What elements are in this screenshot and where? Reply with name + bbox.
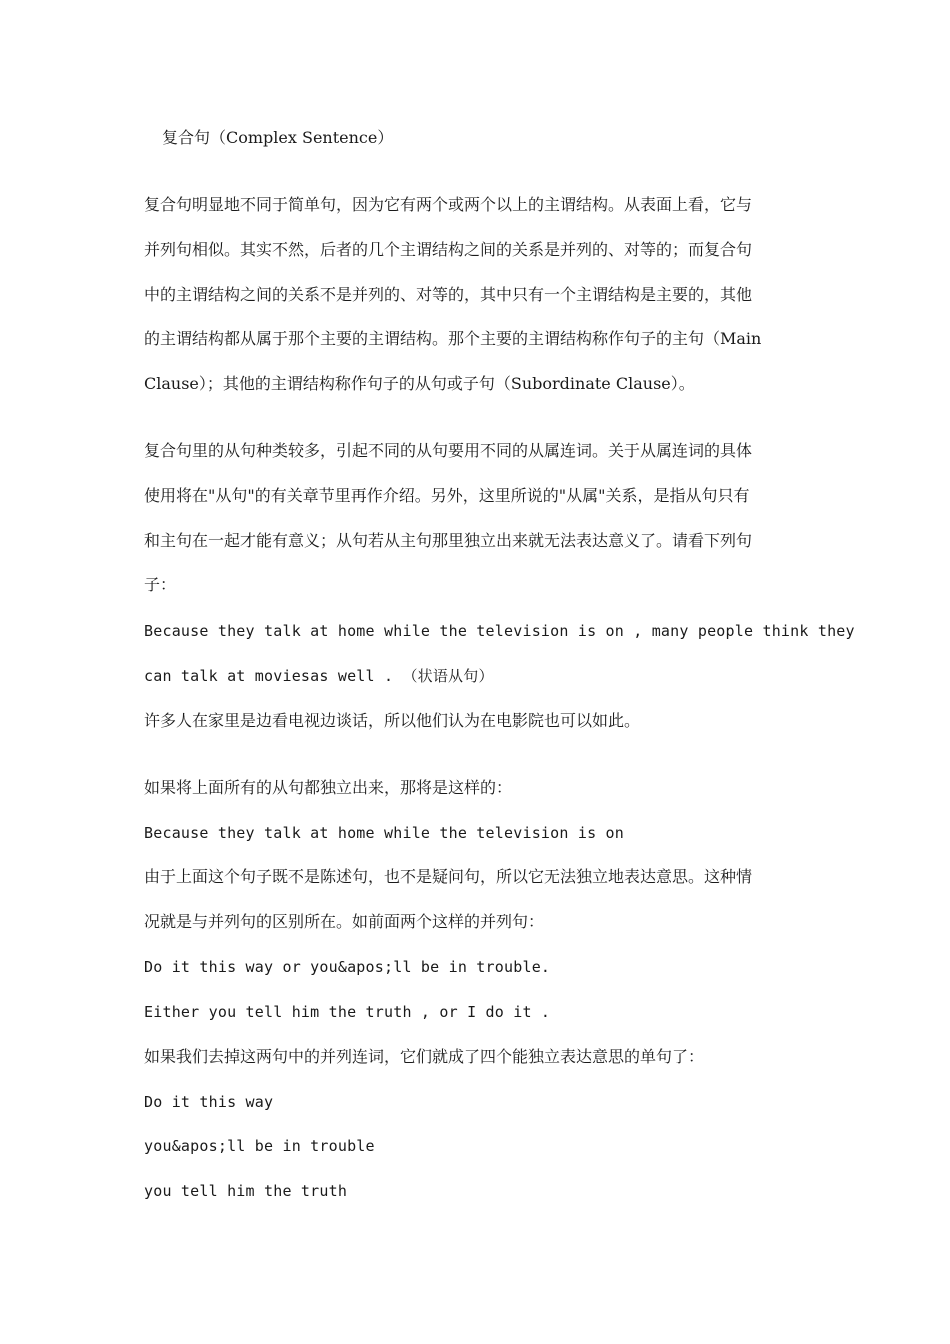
- paragraph-line: 中的主谓结构之间的关系不是并列的、对等的，其中只有一个主谓结构是主要的，其他: [144, 285, 753, 304]
- paragraph-line: 子：: [144, 575, 177, 594]
- example-sentence: you tell him the truth: [144, 1182, 348, 1200]
- example-translation: 许多人在家里是边看电视边谈话，所以他们认为在电影院也可以如此。: [144, 711, 641, 730]
- example-sentence: Because they talk at home while the television is on , many people think they: [144, 622, 855, 640]
- paragraph-line: 并列句相似。其实不然，后者的几个主谓结构之间的关系是并列的、对等的；而复合句: [144, 240, 753, 259]
- paragraph-line: 由于上面这个句子既不是陈述句，也不是疑问句，所以它无法独立地表达意思。这种情: [144, 867, 753, 886]
- paragraph-line: Clause）；其他的主谓结构称作句子的从句或子句（Subordinate Clause）。: [144, 374, 695, 393]
- example-sentence: you&apos;ll be in trouble: [144, 1137, 375, 1155]
- example-sentence: can talk at moviesas well . （状语从句）: [144, 667, 494, 685]
- section-title: 复合句（Complex Sentence）: [162, 128, 394, 147]
- paragraph-line: 况就是与并列句的区别所在。如前面两个这样的并列句：: [144, 912, 545, 931]
- paragraph-line: 复合句里的从句种类较多，引起不同的从句要用不同的从属连词。关于从属连词的具体: [144, 441, 753, 460]
- paragraph-line: 如果我们去掉这两句中的并列连词，它们就成了四个能独立表达意思的单句了：: [144, 1047, 705, 1066]
- paragraph-line: 使用将在"从句"的有关章节里再作介绍。另外，这里所说的"从属"关系，是指从句只有: [144, 486, 750, 505]
- paragraph-line: 复合句明显地不同于简单句，因为它有两个或两个以上的主谓结构。从表面上看，它与: [144, 195, 753, 214]
- example-sentence: Because they talk at home while the television is on: [144, 824, 624, 842]
- example-sentence: Do it this way or you&apos;ll be in trouble.: [144, 958, 551, 976]
- example-sentence: Do it this way: [144, 1093, 274, 1111]
- example-sentence: Either you tell him the truth , or I do it .: [144, 1003, 551, 1021]
- paragraph-line: 和主句在一起才能有意义；从句若从主句那里独立出来就无法表达意义了。请看下列句: [144, 531, 753, 550]
- paragraph-line: 如果将上面所有的从句都独立出来，那将是这样的：: [144, 778, 513, 797]
- paragraph-line: 的主谓结构都从属于那个主要的主谓结构。那个主要的主谓结构称作句子的主句（Main: [144, 329, 762, 348]
